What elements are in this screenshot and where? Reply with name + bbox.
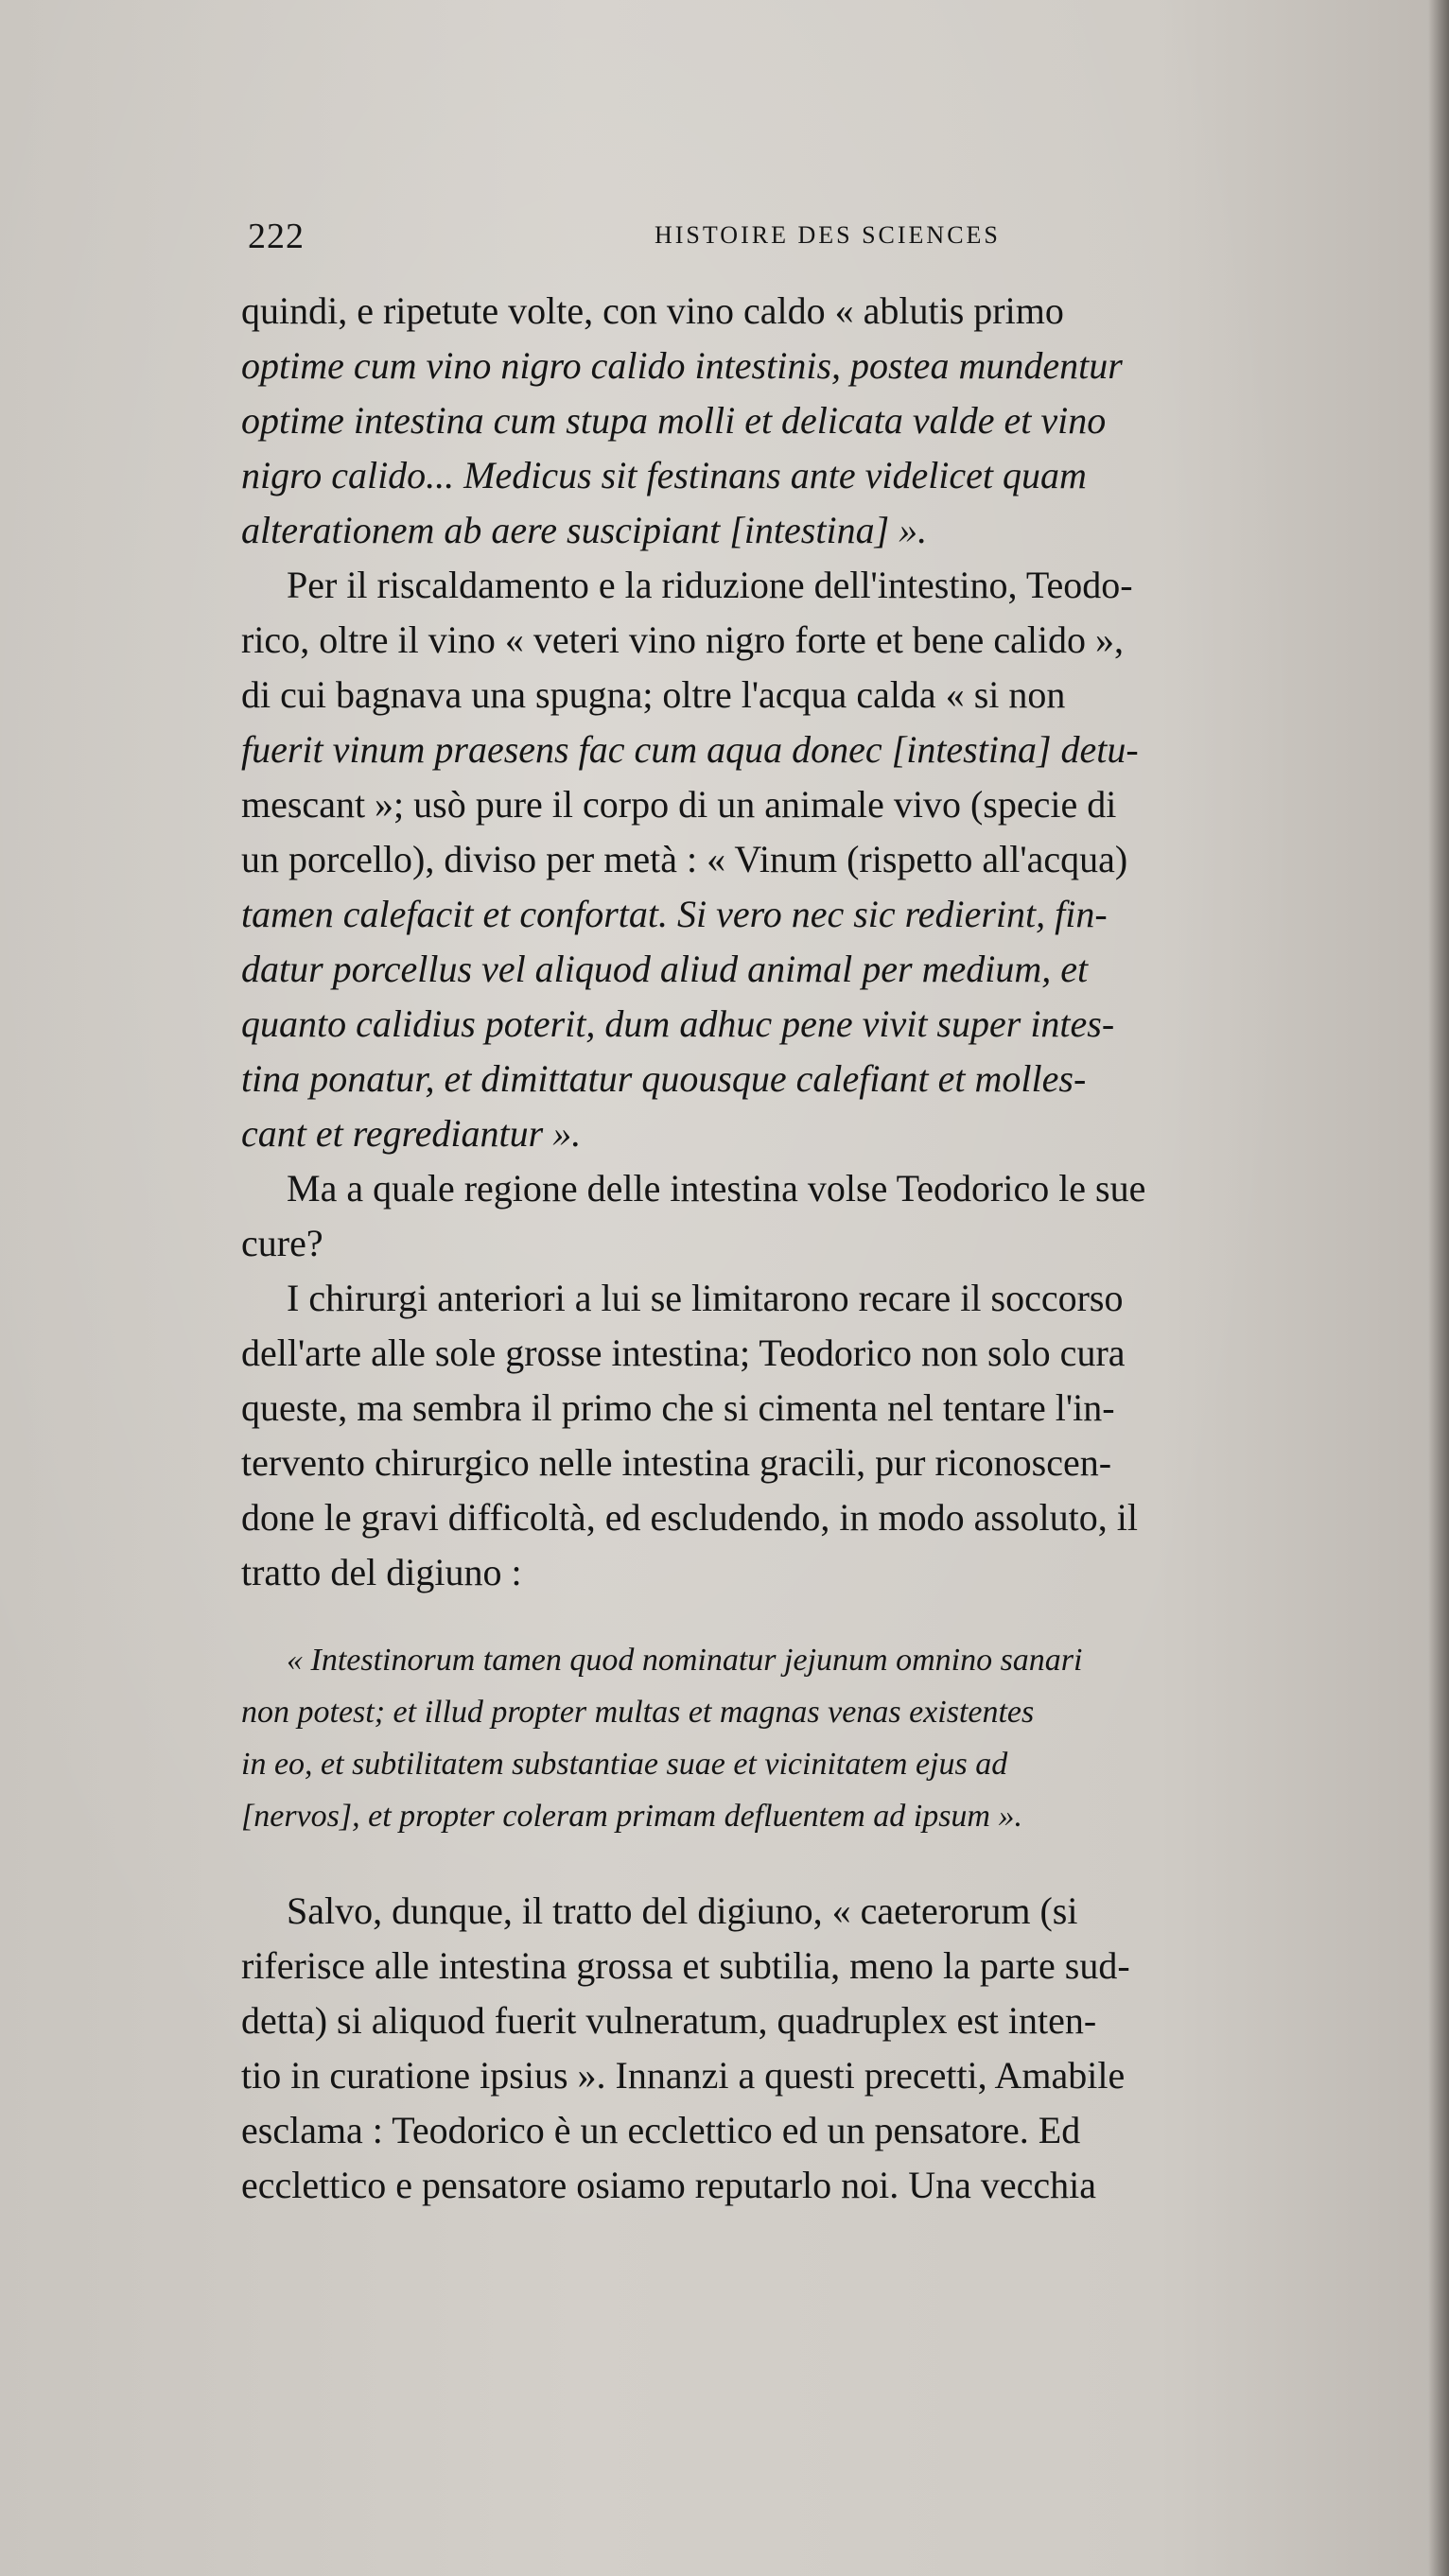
text-line: optime cum vino nigro calido intestinis, postea mundentur [241,344,1123,387]
text-line: dell'arte alle sole grosse intestina; Teodorico non solo cura [241,1332,1126,1374]
text-line: done le gravi difficoltà, ed escludendo, in modo assoluto, il [241,1496,1138,1539]
text-line: di cui bagnava una spugna; oltre l'acqua calda « si non [241,673,1066,716]
text-line: ecclettico e pensatore osiamo reputarlo noi. Una vecchia [241,2164,1097,2206]
block-quote [241,1634,1390,1842]
text-line: alterationem ab aere suscipiant [intestina] ». [241,509,928,551]
text-line: tio in curatione ipsius ». Innanzi a questi precetti, Amabile [241,2054,1126,2097]
text-line: quindi, e ripetute volte, con vino caldo « ablutis primo [241,289,1064,332]
running-head: HISTOIRE DES SCIENCES [655,221,1001,249]
text-line: optime intestina cum stupa molli et delicata valde et vino [241,399,1107,442]
text-line: datur porcellus vel aliquod aliud animal per medium, et [241,948,1089,990]
body-text [241,284,1390,2213]
text-line: nigro calido... Medicus sit festinans ante videlicet quam [241,454,1087,496]
text-line: quanto calidius poterit, dum adhuc pene vivit super intes- [241,1002,1115,1045]
text-line: rico, oltre il vino « veteri vino nigro forte et bene calido », [241,618,1125,661]
page-number: 222 [248,217,305,256]
text-line: mescant »; usò pure il corpo di un animale vivo (specie di [241,783,1117,826]
text-line: detta) si aliquod fuerit vulneratum, quadruplex est inten- [241,1999,1097,2042]
text-line: Per il riscaldamento e la riduzione dell'intestino, Teodo- [287,564,1133,606]
text-line: tervento chirurgico nelle intestina gracili, pur riconoscen- [241,1441,1112,1484]
closing-paragraph [241,1884,1390,2213]
text-line: fuerit vinum praesens fac cum aqua donec [intestina] detu- [241,728,1139,771]
text-line: tratto del digiuno : [241,1551,522,1593]
text-line: [nervos], et propter coleram primam defluentem ad ipsum ». [241,1799,1022,1834]
text-line: Ma a quale regione delle intestina volse Teodorico le sue [287,1167,1146,1210]
text-line: tamen calefacit et confortat. Si vero nec sic redierint, fin- [241,893,1108,935]
text-line: tina ponatur, et dimittatur quousque calefiant et molles- [241,1057,1087,1100]
page-header [248,216,1269,263]
text-line: « Intestinorum tamen quod nominatur jejunum omnino sanari [287,1643,1083,1678]
text-line: I chirurgi anteriori a lui se limitarono recare il soccorso [287,1277,1124,1319]
text-line: Salvo, dunque, il tratto del digiuno, « caeterorum (si [287,1889,1078,1932]
text-line: cure? [241,1222,323,1264]
page-edge-shadow [1428,0,1449,2576]
text-line: in eo, et subtilitatem substantiae suae et vicinitatem ejus ad [241,1747,1008,1782]
text-line: riferisce alle intestina grossa et subtilia, meno la parte sud- [241,1944,1130,1987]
text-line: non potest; et illud propter multas et magnas venas existentes [241,1695,1035,1730]
text-line: un porcello), diviso per metà : « Vinum (rispetto all'acqua) [241,838,1128,880]
text-line: queste, ma sembra il primo che si cimenta nel tentare l'in- [241,1386,1115,1429]
text-line: esclama : Teodorico è un ecclettico ed un pensatore. Ed [241,2109,1081,2151]
main-paragraphs [241,284,1390,1600]
text-line: cant et regrediantur ». [241,1112,582,1155]
